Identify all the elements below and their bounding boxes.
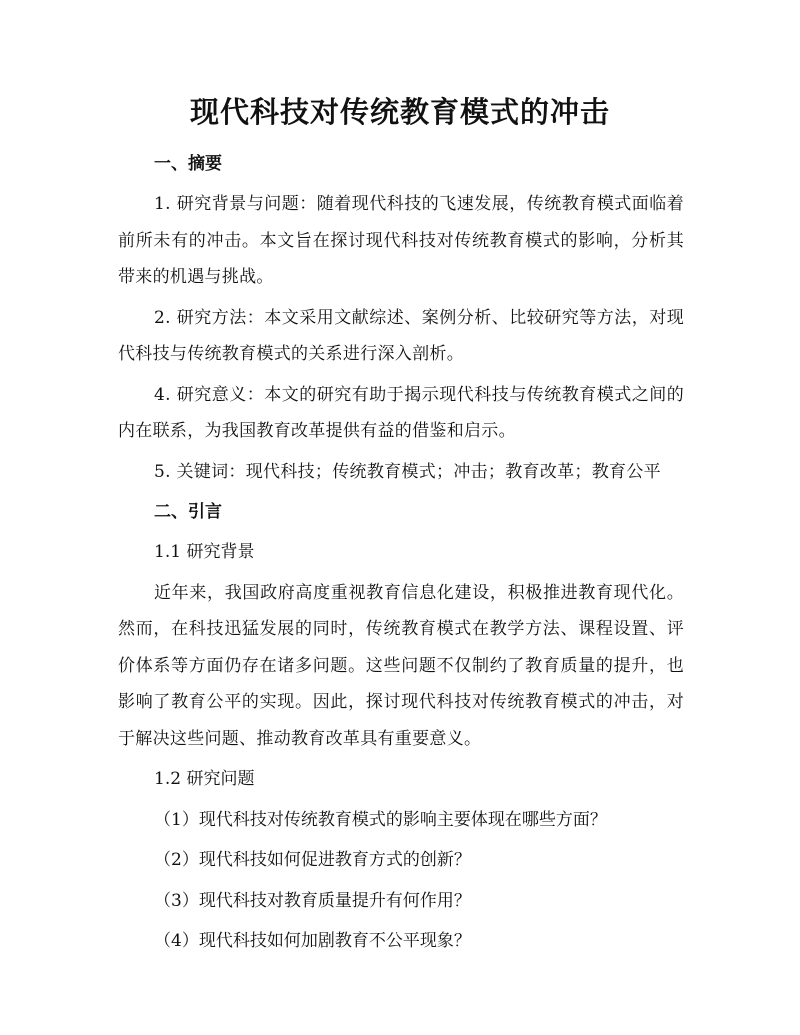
- research-question: （2）现代科技如何促进教育方式的创新？: [154, 850, 471, 870]
- research-question: （1）现代科技对传统教育模式的影响主要体现在哪些方面？: [154, 809, 607, 830]
- abstract-item: 4. 研究意义：本文的研究有助于揭示现代科技与传统教育模式之间的内在联系，为我国教育改革提供有益的借鉴和启示。: [118, 384, 684, 441]
- abstract-item: 5. 关键词：现代科技；传统教育模式；冲击；教育改革；教育公平: [154, 461, 661, 482]
- background-paragraph: 近年来，我国政府高度重视教育信息化建设，积极推进教育现代化。然而，在科技迅猛发展的同时，传统教育模式在教学方法、课程设置、评价体系等方面仍存在诸多问题。这些问题不仅制约了教育质量的提升，也影响了教育公平的实现。因此，探讨现代科技对传统教育模式的冲击，对于解决这些问题、推动教育改革具有重要意义。: [118, 582, 684, 749]
- research-question: （3）现代科技对教育质量提升有何作用？: [154, 890, 471, 911]
- research-question: （4）现代科技如何加剧教育不公平现象？: [154, 931, 471, 951]
- abstract-item: 2. 研究方法：本文采用文献综述、案例分析、比较研究等方法，对现代科技与传统教育模式的关系进行深入剖析。: [118, 307, 684, 364]
- section-heading-abstract: 一、摘要: [154, 154, 222, 174]
- abstract-item: 1. 研究背景与问题：随着现代科技的飞速发展，传统教育模式面临着前所未有的冲击。本文旨在探讨现代科技对传统教育模式的影响，分析其带来的机遇与挑战。: [118, 194, 684, 287]
- document-title: 现代科技对传统教育模式的冲击: [189, 95, 610, 129]
- document-body: [118, 146, 684, 960]
- subsection-title-questions: 1.2 研究问题: [154, 769, 255, 789]
- section-heading-introduction: 二、引言: [154, 502, 222, 522]
- subsection-title-background: 1.1 研究背景: [154, 542, 255, 562]
